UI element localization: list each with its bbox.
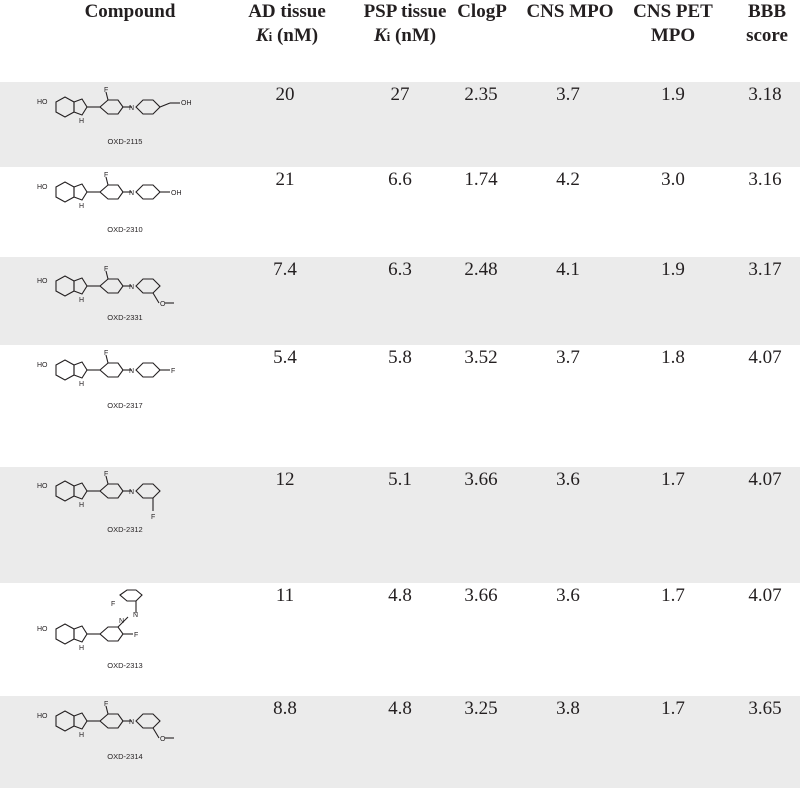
compound-id: OXD-2312 — [107, 525, 143, 534]
svg-text:H: H — [79, 502, 85, 509]
bbb-score-value: 4.07 — [748, 469, 782, 490]
bbb-score-value: 3.65 — [748, 698, 782, 719]
cns-pet-mpo-value: 1.9 — [661, 84, 685, 105]
ad-ki-value: 21 — [275, 169, 295, 190]
header-compound: Compound — [84, 1, 176, 22]
svg-text:O: O — [160, 736, 166, 743]
bbb-score-value: 3.17 — [748, 259, 782, 280]
svg-text:HO: HO — [37, 626, 48, 633]
table-header — [0, 0, 800, 82]
svg-text:HO: HO — [37, 99, 48, 106]
svg-text:F: F — [134, 632, 139, 639]
ad-ki-value: 11 — [275, 585, 295, 606]
clogp-value: 1.74 — [464, 169, 498, 190]
svg-text:F: F — [104, 87, 109, 94]
svg-text:F: F — [104, 266, 109, 273]
table-row — [0, 467, 800, 583]
table-row — [0, 583, 800, 696]
clogp-value: 3.52 — [464, 347, 498, 368]
compound-id: OXD-2313 — [107, 661, 143, 670]
cns-pet-mpo-value: 1.9 — [661, 259, 685, 280]
cns-mpo-value: 3.6 — [556, 469, 580, 490]
table-row — [0, 257, 800, 345]
svg-text:N: N — [129, 190, 135, 197]
svg-text:F: F — [104, 172, 109, 179]
header-psp-tissue: PSP tissue Ki (nM) — [363, 1, 447, 46]
cns-pet-mpo-value: 1.8 — [661, 347, 685, 368]
cns-mpo-value: 4.1 — [556, 259, 580, 280]
clogp-value: 3.66 — [464, 585, 498, 606]
cns-pet-mpo-value: 1.7 — [661, 698, 685, 719]
svg-text:OH: OH — [181, 100, 192, 107]
clogp-value: 3.25 — [464, 698, 498, 719]
svg-text:H: H — [79, 732, 85, 739]
header-cns-mpo: CNS MPO — [526, 1, 614, 22]
cns-pet-mpo-value: 1.7 — [661, 469, 685, 490]
header-ad-tissue: AD tissue Ki (nM) — [248, 1, 326, 46]
table-row — [0, 167, 800, 257]
structure-drawing — [36, 587, 216, 672]
svg-text:F: F — [151, 514, 156, 521]
header-clogp: ClogP — [457, 1, 507, 22]
ad-ki-value: 20 — [275, 84, 295, 105]
psp-ki-value: 4.8 — [388, 585, 412, 606]
compound-id: OXD-2317 — [107, 401, 143, 410]
bbb-score-value: 3.16 — [748, 169, 782, 190]
svg-text:F: F — [104, 350, 109, 357]
compound-id: OXD-2310 — [107, 225, 143, 234]
cns-mpo-value: 3.6 — [556, 585, 580, 606]
svg-text:N: N — [129, 368, 135, 375]
psp-ki-value: 5.1 — [388, 469, 412, 490]
svg-text:HO: HO — [37, 278, 48, 285]
cns-pet-mpo-value: 1.7 — [661, 585, 685, 606]
compound-id: OXD-2331 — [107, 313, 143, 322]
header-bbb-score: BBB score — [746, 1, 788, 46]
bbb-score-value: 4.07 — [748, 347, 782, 368]
clogp-value: 2.48 — [464, 259, 498, 280]
ad-ki-value: 8.8 — [273, 698, 297, 719]
clogp-value: 3.66 — [464, 469, 498, 490]
bbb-score-value: 3.18 — [748, 84, 782, 105]
svg-text:F: F — [104, 471, 109, 478]
svg-text:HO: HO — [37, 713, 48, 720]
header-cns-pet-mpo: CNS PET MPO — [633, 1, 713, 46]
svg-text:N: N — [119, 618, 125, 625]
svg-text:N: N — [129, 105, 135, 112]
cns-mpo-value: 4.2 — [556, 169, 580, 190]
svg-text:H: H — [79, 297, 85, 304]
svg-text:N: N — [129, 284, 135, 291]
svg-text:H: H — [79, 118, 85, 125]
svg-text:F: F — [171, 368, 176, 375]
svg-text:O: O — [160, 301, 166, 308]
svg-text:N: N — [133, 612, 139, 619]
psp-ki-value: 5.8 — [388, 347, 412, 368]
psp-ki-value: 27 — [390, 84, 410, 105]
svg-text:N: N — [129, 489, 135, 496]
ad-ki-value: 12 — [275, 469, 295, 490]
bbb-score-value: 4.07 — [748, 585, 782, 606]
ad-ki-value: 5.4 — [273, 347, 297, 368]
clogp-value: 2.35 — [464, 84, 498, 105]
psp-ki-value: 6.3 — [388, 259, 412, 280]
psp-ki-value: 6.6 — [388, 169, 412, 190]
svg-text:N: N — [129, 719, 135, 726]
svg-text:H: H — [79, 381, 85, 388]
svg-text:HO: HO — [37, 362, 48, 369]
ad-ki-value: 7.4 — [273, 259, 297, 280]
cns-pet-mpo-value: 3.0 — [661, 169, 685, 190]
compound-id: OXD-2314 — [107, 752, 143, 761]
svg-text:H: H — [79, 203, 85, 210]
svg-text:F: F — [111, 601, 116, 608]
table-row — [0, 345, 800, 467]
psp-ki-value: 4.8 — [388, 698, 412, 719]
svg-text:HO: HO — [37, 184, 48, 191]
svg-text:OH: OH — [171, 190, 182, 197]
svg-text:HO: HO — [37, 483, 48, 490]
compound-id: OXD-2115 — [107, 137, 143, 146]
svg-text:F: F — [104, 701, 109, 708]
svg-text:H: H — [79, 645, 85, 652]
cns-mpo-value: 3.7 — [556, 84, 580, 105]
cns-mpo-value: 3.8 — [556, 698, 580, 719]
table-row — [0, 82, 800, 167]
table-row — [0, 696, 800, 788]
cns-mpo-value: 3.7 — [556, 347, 580, 368]
